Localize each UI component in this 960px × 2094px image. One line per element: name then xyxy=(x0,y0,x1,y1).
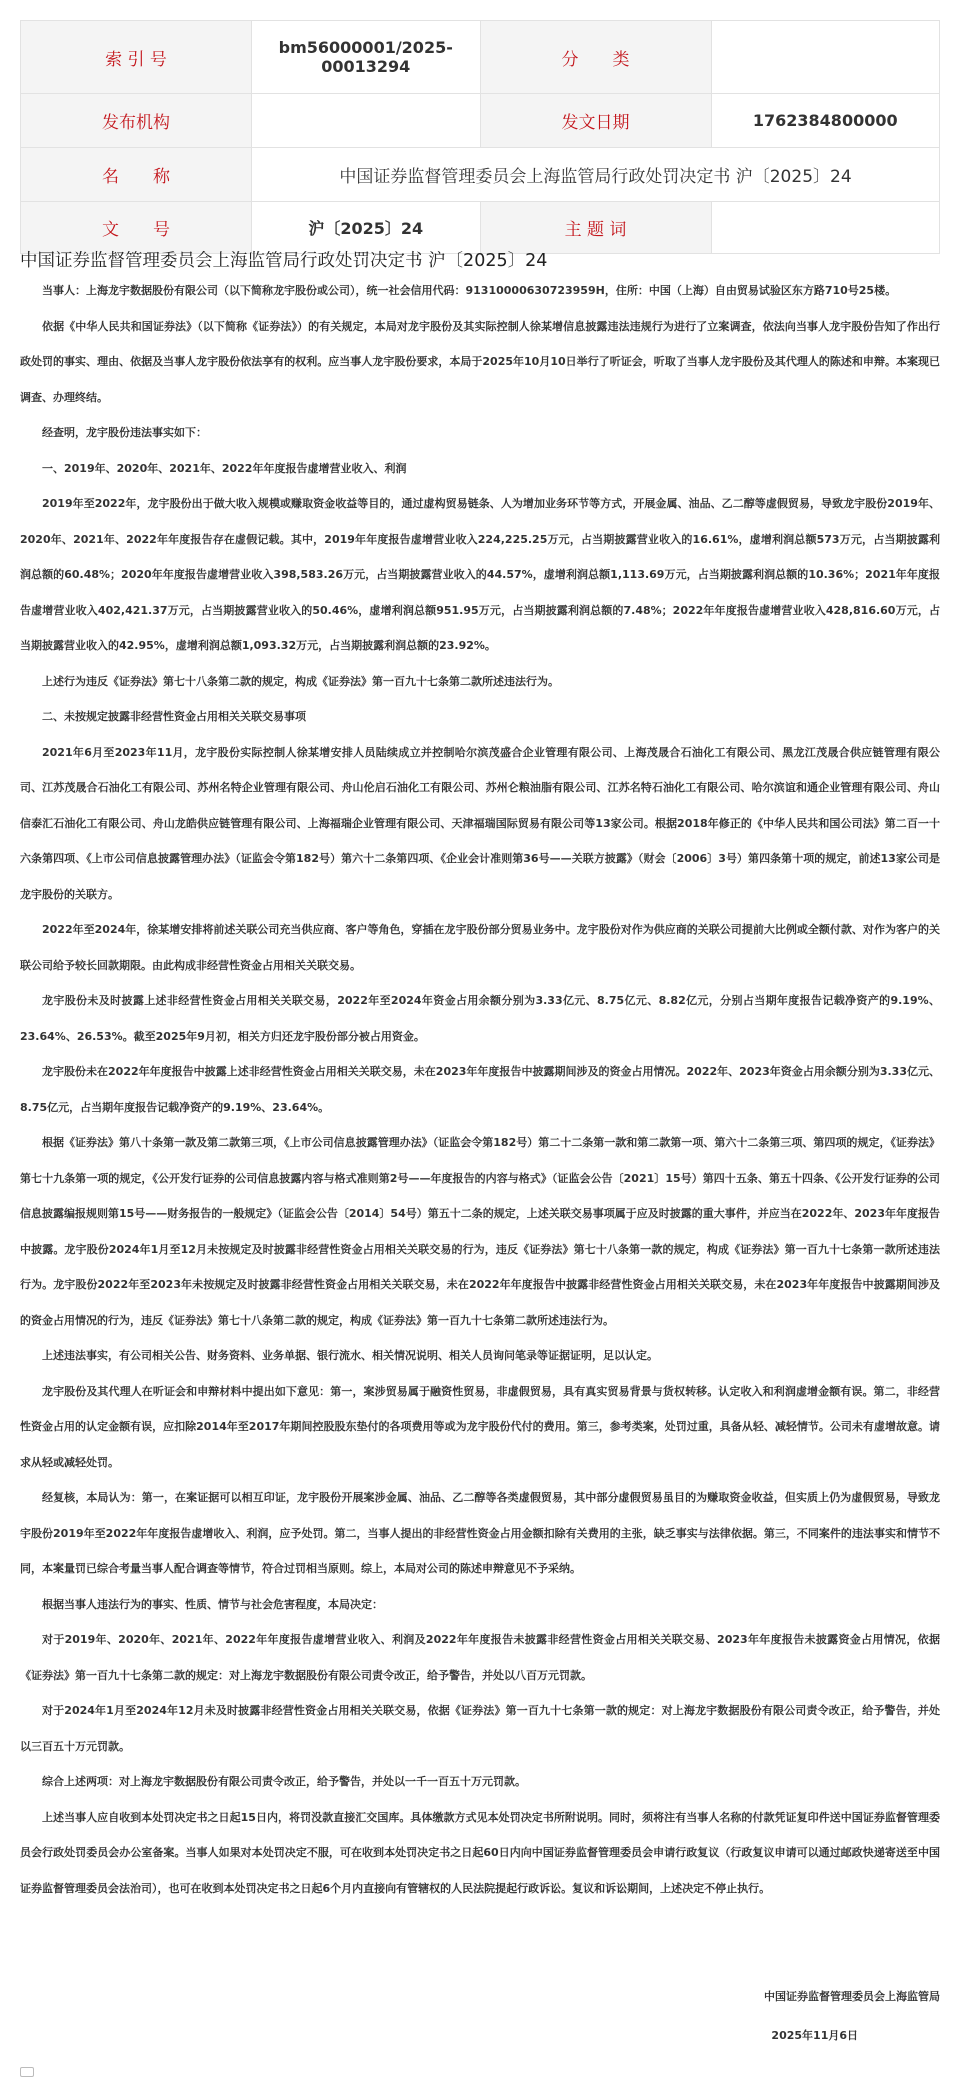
pub-date-value: 1762384800000 xyxy=(711,94,940,148)
paragraph: 2019年至2022年，龙宇股份出于做大收入规模或赚取资金收益等目的，通过虚构贸易链条、人为增加业务环节等方式，开展金属、油品、乙二醇等虚假贸易，导致龙宇股份2019年、2020年、2021年、2022年年度报告存在虚假记载。其中，2019年年度报告虚增营业收入224,225.25万元，占当期披露营业收入的16.61%，虚增利润总额573万元，占当期披露利润总额的60.48%；2020年年度报告虚增营业收入398,583.26万元，占当期披露营业收入的44.57%，虚增利润总额1,113.69万元，占当期披露利润总额的10.36%；2021年年度报告虚增营业收入402,421.37万元，占当期披露营业收入的50.46%，虚增利润总额951.95万元，占当期披露利润总额的7.48%；2022年年度报告虚增营业收入428,816.60万元，占当期披露营业收入的42.95%，虚增利润总额1,093.32万元，占当期披露利润总额的23.92%。 xyxy=(20,497,940,652)
paragraph: 2021年6月至2023年11月，龙宇股份实际控制人徐某增安排人员陆续成立并控制哈尔滨茂盛合企业管理有限公司、上海茂晟合石油化工有限公司、黑龙江茂晟合供应链管理有限公司、江苏茂晟合石油化工有限公司、苏州名特企业管理有限公司、舟山伦启石油化工有限公司、苏州仑粮油脂有限公司、江苏名特石油化工有限公司、哈尔滨谊和通企业管理有限公司、舟山信泰汇石油化工有限公司、舟山龙皓供应链管理有限公司、上海福瑞企业管理有限公司、天津福瑞国际贸易有限公司等13家公司。根据2018年修正的《中华人民共和国公司法》第二百一十六条第四项、《上市公司信息披露管理办法》（证监会令第182号）第六十二条第四项、《企业会计准则第36号——关联方披露》（财会〔2006〕3号）第四条第十项的规定，前述13家公司是龙宇股份的关联方。 xyxy=(20,745,940,901)
section-heading: 二、未按规定披露非经营性资金占用相关关联交易事项 xyxy=(42,710,306,723)
paragraph: 2022年至2024年，徐某增安排将前述关联公司充当供应商、客户等角色，穿插在龙宇股份部分贸易业务中。龙宇股份对作为供应商的关联公司提前大比例或全额付款、对作为客户的关联公司给予较长回款期限。由此构成非经营性资金占用相关关联交易。 xyxy=(20,923,940,972)
paragraph: 根据当事人违法行为的事实、性质、情节与社会危害程度，本局决定： xyxy=(42,1597,383,1611)
meta-row-name xyxy=(21,148,940,202)
paragraph: 综合上述两项：对上海龙宇数据股份有限公司责令改正，给予警告，并处以一千一百五十万元罚款。 xyxy=(42,1775,526,1788)
doc-no-label: 文 号 xyxy=(21,202,252,254)
paragraph: 龙宇股份及其代理人在听证会和申辩材料中提出如下意见：第一，案涉贸易属于融资性贸易，非虚假贸易，具有真实贸易背景与货权转移。认定收入和利润虚增金额有误。第二，非经营性资金占用的认定金额有误，应扣除2014年至2017年期间控股股东垫付的各项费用等或为龙宇股份代付的费用。第三，参考类案，处罚过重，具备从轻、减轻情节。公司未有虚增故意。请求从轻或减轻处罚。 xyxy=(20,1384,940,1469)
name-value: 中国证券监督管理委员会上海监管局行政处罚决定书 沪〔2025〕24 xyxy=(252,148,940,202)
paragraph: 上述违法事实，有公司相关公告、财务资料、业务单据、银行流水、相关情况说明、相关人员询问笔录等证据证明，足以认定。 xyxy=(42,1349,658,1362)
document-metadata-table xyxy=(20,20,940,254)
name-label: 名 称 xyxy=(21,148,252,202)
subject-value xyxy=(711,202,940,254)
paragraph: 当事人：上海龙宇数据股份有限公司（以下简称龙宇股份或公司），统一社会信用代码：91310000630723959H，住所：中国（上海）自由贸易试验区东方路710号25楼。 xyxy=(42,284,897,297)
paragraph: 根据《证券法》第八十条第一款及第二款第三项，《上市公司信息披露管理办法》（证监会令第182号）第二十二条第一款和第二款第一项、第六十二条第三项、第四项的规定，《证券法》第七十九条第一项的规定，《公开发行证券的公司信息披露内容与格式准则第2号——年度报告的内容与格式》（证监会公告〔2021〕15号）第四十五条、第五十四条、《公开发行证券的公司信息披露编报规则第15号——财务报告的一般规定》（证监会公告〔2014〕54号）第五十二条的规定，上述关联交易事项属于应及时披露的重大事件，并应当在2022年、2023年年度报告中披露。龙宇股份2024年1月至12月未按规定及时披露非经营性资金占用相关关联交易的行为，违反《证券法》第七十八条第一款的规定，构成《证券法》第一百九十七条第一款所述违法行为。龙宇股份2022年至2023年未按规定及时披露非经营性资金占用相关关联交易，未在2022年年度报告中披露非经营性资金占用相关关联交易，未在2023年年度报告中披露期间涉及的资金占用情况的行为，违反《证券法》第七十八条第二款的规定，构成《证券法》第一百九十七条第二款所述违法行为。 xyxy=(20,1136,940,1327)
paragraph: 龙宇股份未及时披露上述非经营性资金占用相关关联交易，2022年至2024年资金占用余额分别为3.33亿元、8.75亿元、8.82亿元，分别占当期年度报告记载净资产的9.19%、23.64%、26.53%。截至2025年9月初，相关方归还龙宇股份部分被占用资金。 xyxy=(20,994,940,1043)
paragraph: 对于2019年、2020年、2021年、2022年年度报告虚增营业收入、利润及2022年年度报告未披露非经营性资金占用相关关联交易、2023年年度报告未披露资金占用情况，依据《证券法》第一百九十七条第二款的规定：对上海龙宇数据股份有限公司责令改正，给予警告，并处以八百万元罚款。 xyxy=(20,1633,940,1682)
document-title: 中国证券监督管理委员会上海监管局行政处罚决定书 沪〔2025〕24 xyxy=(20,251,548,271)
section-heading: 一、2019年、2020年、2021年、2022年年度报告虚增营业收入、利润 xyxy=(42,461,407,475)
publisher-label: 发布机构 xyxy=(21,94,252,148)
issuer-signature: 中国证券监督管理委员会上海监管局 xyxy=(764,1990,940,2003)
category-value xyxy=(711,21,940,94)
subject-label: 主 题 词 xyxy=(480,202,711,254)
paragraph: 对于2024年1月至2024年12月未及时披露非经营性资金占用相关关联交易，依据《证券法》第一百九十七条第一款的规定：对上海龙宇数据股份有限公司责令改正，给予警告，并处以三百五十万元罚款。 xyxy=(20,1704,940,1753)
paragraph: 经复核，本局认为：第一，在案证据可以相互印证，龙宇股份开展案涉金属、油品、乙二醇等各类虚假贸易，其中部分虚假贸易虽目的为赚取资金收益，但实质上仍为虚假贸易，导致龙宇股份2019年至2022年年度报告虚增收入、利润，应予处罚。第二，当事人提出的非经营性资金占用金额扣除有关费用的主张，缺乏事实与法律依据。第三，不同案件的违法事实和情节不同，本案量罚已综合考量当事人配合调查等情节，符合过罚相当原则。综上，本局对公司的陈述申辩意见不予采纳。 xyxy=(20,1491,940,1575)
meta-row-publisher xyxy=(21,94,940,148)
pub-date-label: 发文日期 xyxy=(480,94,711,148)
paragraph: 依据《中华人民共和国证券法》（以下简称《证券法》）的有关规定，本局对龙宇股份及其实际控制人徐某增信息披露违法违规行为进行了立案调查，依法向当事人龙宇股份告知了作出行政处罚的事实、理由、依据及当事人龙宇股份依法享有的权利。应当事人龙宇股份要求，本局于2025年10月10日举行了听证会，听取了当事人龙宇股份及其代理人的陈述和申辩。本案现已调查、办理终结。 xyxy=(20,319,940,404)
meta-row-docno xyxy=(21,202,940,254)
paragraph: 经查明，龙宇股份违法事实如下： xyxy=(42,426,207,439)
category-label: 分 类 xyxy=(480,21,711,94)
paragraph: 上述当事人应自收到本处罚决定书之日起15日内，将罚没款直接汇交国库。具体缴款方式见本处罚决定书所附说明。同时，须将注有当事人名称的付款凭证复印件送中国证券监督管理委员会行政处罚委员会办公室备案。当事人如果对本处罚决定不服，可在收到本处罚决定书之日起60日内向中国证券监督管理委员会申请行政复议（行政复议申请可以通过邮政快递寄送至中国证券监督管理委员会法治司），也可在收到本处罚决定书之日起6个月内直接向有管辖权的人民法院提起行政诉讼。复议和诉讼期间，上述决定不停止执行。 xyxy=(20,1810,940,1895)
issue-date: 2025年11月6日 xyxy=(771,2029,858,2042)
document-body xyxy=(20,273,940,1906)
index-value: bm56000001/2025-00013294 xyxy=(252,21,481,94)
index-label: 索 引 号 xyxy=(21,21,252,94)
print-icon[interactable] xyxy=(20,2067,34,2077)
publisher-value xyxy=(252,94,481,148)
meta-row-index xyxy=(21,21,940,94)
doc-no-value: 沪〔2025〕24 xyxy=(252,202,481,254)
paragraph: 上述行为违反《证券法》第七十八条第二款的规定，构成《证券法》第一百九十七条第二款所述违法行为。 xyxy=(42,674,559,688)
paragraph: 龙宇股份未在2022年年度报告中披露上述非经营性资金占用相关关联交易，未在2023年年度报告中披露期间涉及的资金占用情况。2022年、2023年资金占用余额分别为3.33亿元、8.75亿元，占当期年度报告记载净资产的9.19%、23.64%。 xyxy=(20,1065,940,1114)
